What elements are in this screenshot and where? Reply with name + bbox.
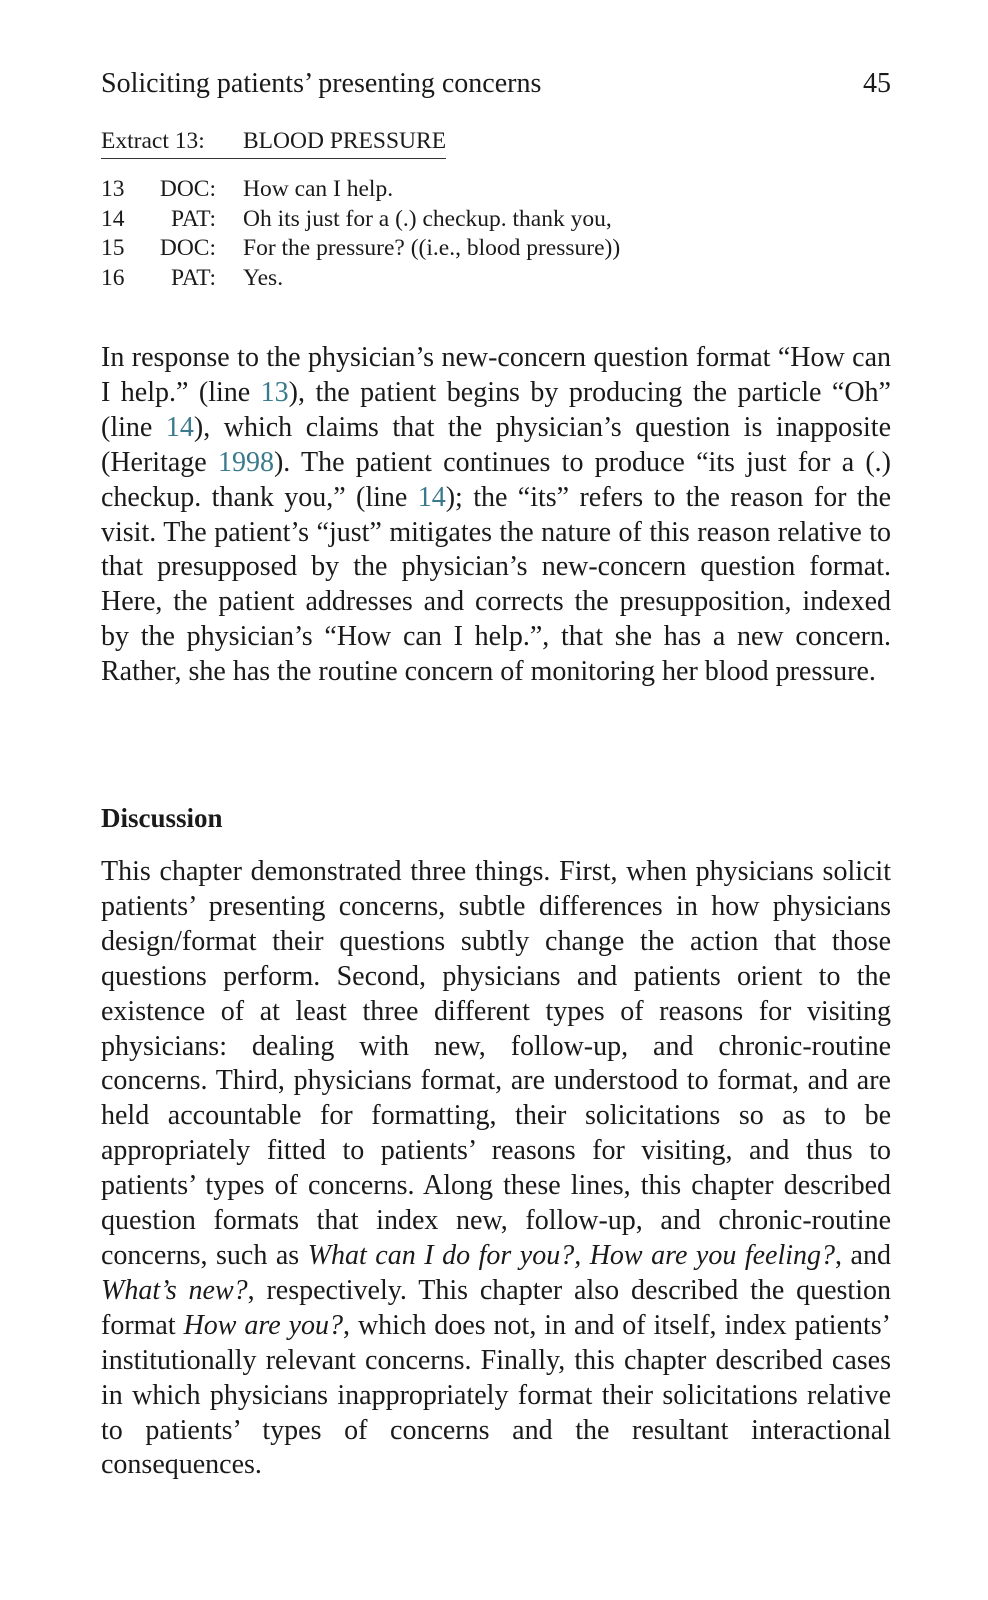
transcript-extract (101, 126, 891, 293)
line-number: 14 (101, 205, 125, 232)
paragraph-text: , respectively. This chapter also described the question format (101, 1274, 891, 1341)
utterance: Yes. (243, 264, 284, 291)
citation-link[interactable]: 1998 (217, 446, 274, 478)
line-reference-link[interactable]: 13 (260, 376, 289, 408)
section-heading: Discussion (101, 803, 223, 833)
transcript-lines (101, 175, 891, 293)
line-number: 13 (101, 176, 125, 202)
paragraph-text: ), which claims that the physician’s question is inapposite (Heritage (101, 411, 892, 478)
transcript-line (101, 175, 891, 205)
transcript-line (101, 205, 891, 235)
speaker-label: PAT: (171, 264, 216, 291)
page-number: 45 (863, 68, 891, 99)
transcript-line (101, 264, 891, 294)
utterance: For the pressure? ((i.e., blood pressure)) (243, 235, 621, 261)
paragraph-text: , which does not, in and of itself, index patients’ institutionally relevant concerns. Finally, this chapter described cases in which physicians inappropriately format their solicitations relative to patients’ types of concerns and the resultant interactional consequences. (101, 1309, 892, 1481)
extract-name: BLOOD PRESSURE (243, 128, 447, 154)
running-head-title: Soliciting patients’ presenting concerns (101, 68, 542, 99)
speaker-label: DOC: (159, 235, 216, 261)
extract-title (101, 126, 446, 159)
paragraph-text: , and (835, 1239, 891, 1271)
italic-question-formats: What can I do for you?, How are you feeling? (307, 1239, 836, 1271)
speaker-label: DOC: (159, 176, 216, 202)
discussion-paragraph (101, 855, 891, 1483)
running-head (101, 64, 891, 104)
transcript-line (101, 234, 891, 264)
italic-question-format: How are you? (183, 1309, 344, 1341)
utterance: How can I help. (243, 176, 394, 202)
analysis-paragraph (101, 341, 891, 690)
line-reference-link[interactable]: 14 (165, 411, 194, 443)
utterance: Oh its just for a (.) checkup. thank you, (243, 205, 612, 232)
paragraph-text: ); the “its” refers to the reason for the visit. The patient’s “just” mitigates the nature of this reason relative to that presupposed by the physician’s new-concern question format. Here, the patient addresses and corrects the presupposition, indexed by the physician’s “How can I help.”, that she has a new concern. Rather, she has the routine concern of monitoring her blood pressure. (101, 481, 891, 688)
italic-question-format: What’s new? (101, 1274, 248, 1306)
speaker-label: PAT: (171, 205, 216, 232)
extract-label: Extract 13: (101, 128, 205, 154)
line-number: 15 (101, 235, 125, 261)
paragraph-text: ), the patient begins by producing the particle “Oh” (line (101, 376, 891, 443)
paragraph-text: This chapter demonstrated three things. First, when physicians solicit patients’ presenting concerns, subtle differences in how physicians design/format their questions subtly change the action that those questions perform. Second, physicians and patients orient to the existence of at least three different types of reasons for visiting physicians: dealing with new, follow-up, and chronic-routine concerns. Third, physicians format, are understood to format, and are held accountable for formatting, their solicitations so as to be appropriately fitted to patients’ reasons for visiting, and thus to patients’ types of concerns. Along these lines, this chapter described question formats that index new, follow-up, and chronic-routine concerns, such as (101, 856, 891, 1271)
paragraph-text: ). The patient continues to produce “its just for a (.) checkup. thank you,” (line (101, 446, 891, 513)
paragraph-text: In response to the physician’s new-concern question format “How can I help.” (line (101, 342, 891, 408)
line-number: 16 (101, 264, 125, 291)
line-reference-link[interactable]: 14 (417, 481, 446, 513)
